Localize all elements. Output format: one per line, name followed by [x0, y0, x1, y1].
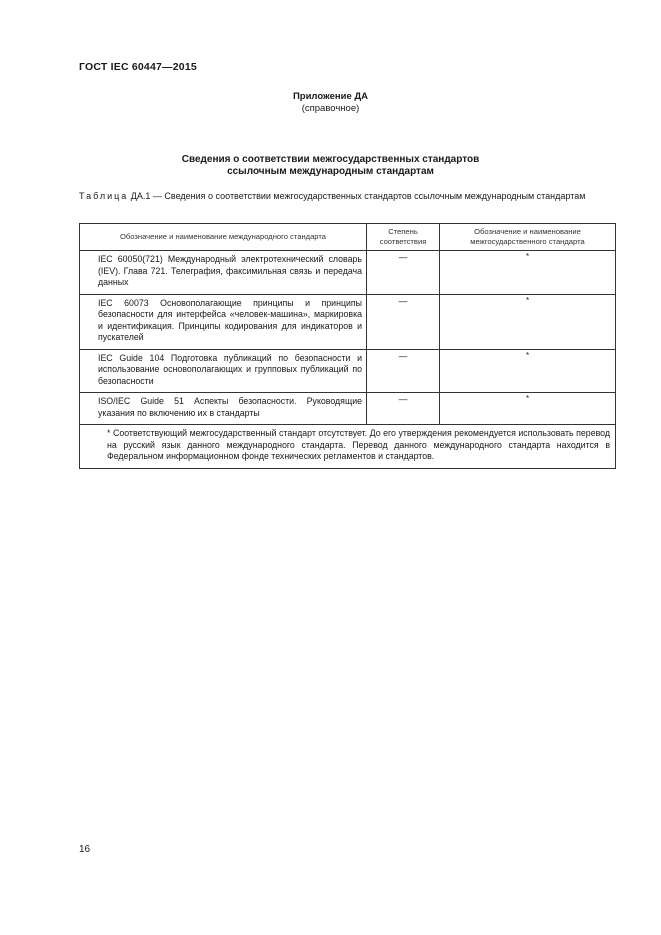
- cell-interstate: *: [440, 294, 616, 349]
- header-interstate-standard: Обозначение и наименование межгосударственного стандарта: [440, 224, 616, 251]
- section-title-line-1: Сведения о соответствии межгосударственных стандартов: [181, 154, 480, 165]
- header-international-standard: Обозначение и наименование международного стандарта: [80, 224, 367, 251]
- cell-name-text: IEC 60050(721) Международный электротехнический словарь (IEV). Глава 721. Телеграфия, факсимильная связь и передача данных: [98, 254, 362, 287]
- cell-name-text: ISO/IEC Guide 51 Аспекты безопасности. Руководящие указания по включению их в стандарты: [98, 396, 362, 418]
- annex-title: Приложение ДА: [292, 91, 369, 102]
- section-title: [0, 154, 661, 178]
- header-degree: Степень соответствия: [367, 224, 440, 251]
- table-row: [80, 294, 616, 349]
- table-footnote-row: [80, 425, 616, 469]
- cell-name: [80, 251, 367, 295]
- table-header-row: [80, 224, 616, 251]
- table-caption: [79, 190, 619, 203]
- cell-degree: —: [367, 349, 440, 393]
- annex-subtitle: (справочное): [301, 103, 360, 114]
- table-row: [80, 349, 616, 393]
- cell-name-text: IEC Guide 104 Подготовка публикаций по безопасности и использование основополагающих и групповых публикаций по безопасности: [98, 352, 362, 386]
- annex-heading: [0, 91, 661, 115]
- page-number: 16: [79, 844, 91, 855]
- table-row: [80, 251, 616, 295]
- cell-name-text: IEC 60073 Основополагающие принципы и принципы безопасности для интерфейса «человек-машина», маркировка и идентификация. Принципы кодирования для индикаторов и пускателей: [98, 297, 362, 342]
- cell-interstate: *: [440, 251, 616, 295]
- cell-degree: —: [367, 251, 440, 295]
- correspondence-table: [79, 223, 616, 469]
- cell-interstate: *: [440, 349, 616, 393]
- document-code: ГОСТ IEC 60447—2015: [79, 61, 197, 73]
- table-footnote: [80, 425, 616, 469]
- table-caption-label: Таблица: [79, 191, 129, 201]
- cell-degree: —: [367, 294, 440, 349]
- cell-name: [80, 349, 367, 393]
- table-caption-text: ДА.1 — Сведения о соответствии межгосударственных стандартов ссылочным международным стандартам: [128, 191, 586, 201]
- cell-name: [80, 294, 367, 349]
- cell-name: [80, 393, 367, 425]
- section-title-line-2: ссылочным международным стандартам: [227, 166, 434, 177]
- table-footnote-text: * Соответствующий межгосударственный стандарт отсутствует. До его утверждения рекомендуется использовать перевод на русский язык данного международного стандарта. Перевод данного международного стандарта находится в Федеральном информационном фонде технических регламентов и стандартов.: [107, 428, 610, 461]
- cell-interstate: *: [440, 393, 616, 425]
- table-row: [80, 393, 616, 425]
- cell-degree: —: [367, 393, 440, 425]
